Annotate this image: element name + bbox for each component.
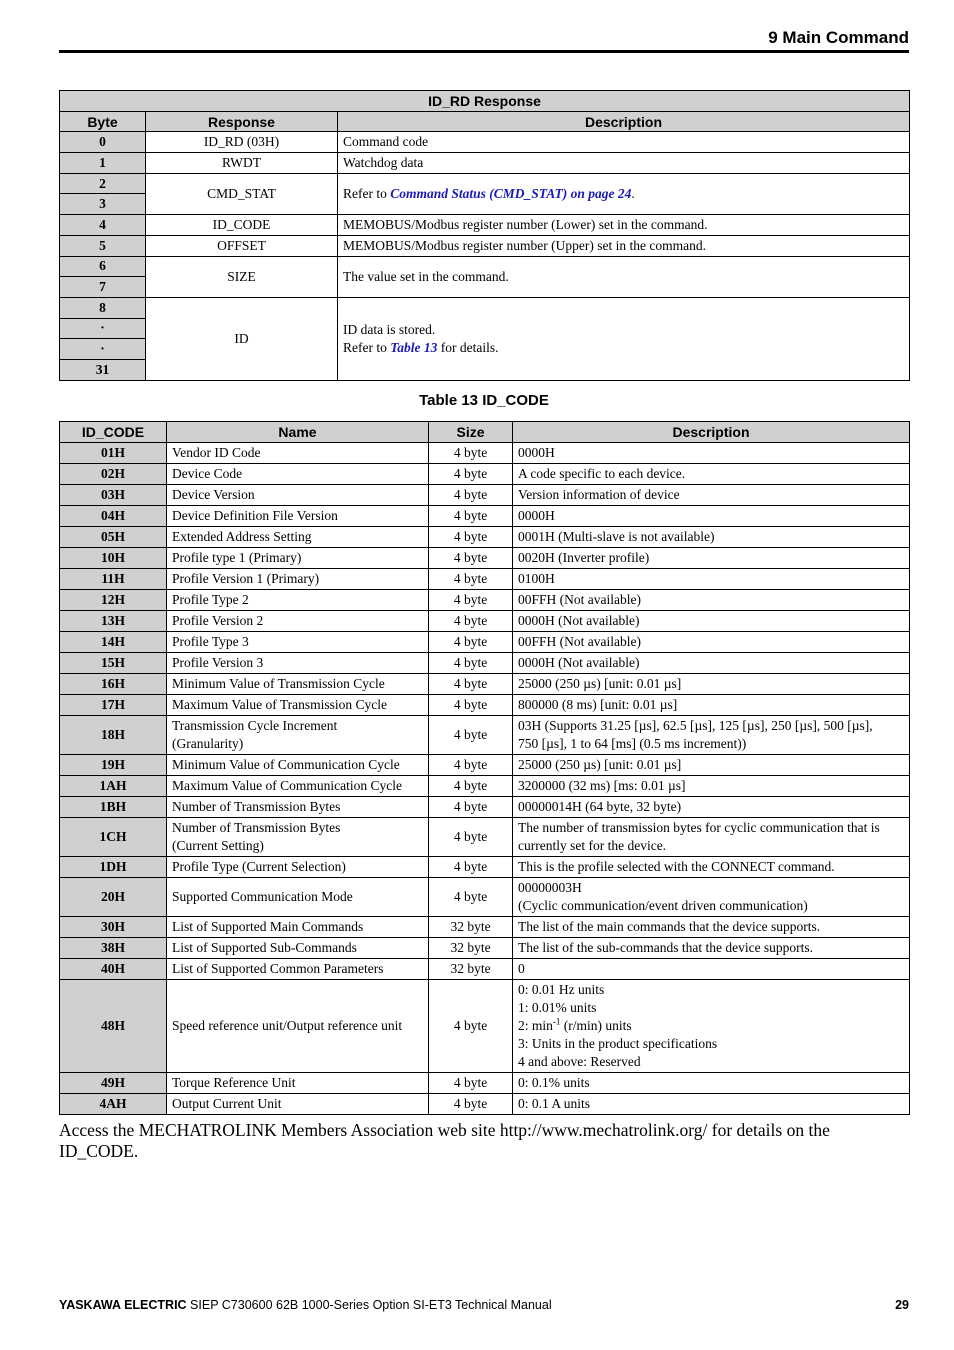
table-row: [60, 857, 910, 878]
byte-cell: 7: [60, 277, 146, 298]
column-header-description: Description: [513, 422, 910, 443]
size-cell: 4 byte: [429, 776, 513, 797]
id-code-cell: 49H: [60, 1073, 167, 1094]
description-cell: [513, 818, 910, 857]
name-cell: Speed reference unit/Output reference unit: [167, 980, 429, 1073]
byte-cell: 1: [60, 153, 146, 174]
description-cell: 0100H: [513, 569, 910, 590]
cell-line: Number of Transmission Bytes: [172, 820, 341, 835]
cell-line: 03H (Supports 31.25 [µs], 62.5 [µs], 125 [µs], 250 [µs], 500 [µs],: [518, 718, 873, 733]
description-cell: Command code: [338, 132, 910, 153]
size-cell: 4 byte: [429, 797, 513, 818]
table-row: [60, 611, 910, 632]
name-cell: Profile Type (Current Selection): [167, 857, 429, 878]
id-code-cell: 04H: [60, 506, 167, 527]
byte-cell: 6: [60, 256, 146, 277]
cell-line: The number of transmission bytes for cyclic communication that is: [518, 820, 880, 835]
table-row: [60, 776, 910, 797]
id-code-cell: 12H: [60, 590, 167, 611]
footer-brand: YASKAWA ELECTRIC: [59, 1298, 187, 1312]
table-row: [60, 797, 910, 818]
id-code-cell: 4AH: [60, 1094, 167, 1115]
byte-cell: 0: [60, 132, 146, 153]
id-code-cell: 03H: [60, 485, 167, 506]
id-code-cell: 01H: [60, 443, 167, 464]
size-cell: 4 byte: [429, 485, 513, 506]
size-cell: 4 byte: [429, 1073, 513, 1094]
description-cell: 0000H (Not available): [513, 611, 910, 632]
table-row: [60, 256, 910, 277]
description-cell: 0001H (Multi-slave is not available): [513, 527, 910, 548]
byte-cell: ·: [60, 339, 146, 360]
id-code-cell: 05H: [60, 527, 167, 548]
cell-line: (Cyclic communication/event driven communication): [518, 898, 808, 913]
column-header-response: Response: [146, 111, 338, 132]
id-code-cell: 10H: [60, 548, 167, 569]
table-row: [60, 1073, 910, 1094]
name-cell: Supported Communication Mode: [167, 878, 429, 917]
table-row: [60, 695, 910, 716]
size-cell: 4 byte: [429, 674, 513, 695]
description-cell: 3200000 (32 ms) [ms: 0.01 µs]: [513, 776, 910, 797]
footer-doc-title: SIEP C730600 62B 1000-Series Option SI-ET3 Technical Manual: [186, 1298, 552, 1312]
byte-cell: 31: [60, 359, 146, 380]
chapter-title: 9 Main Command: [768, 28, 909, 47]
table-row: [60, 917, 910, 938]
table-row: [60, 153, 910, 174]
size-cell: 4 byte: [429, 980, 513, 1073]
size-cell: 4 byte: [429, 716, 513, 755]
table-row: [60, 1094, 910, 1115]
description-cell: 0020H (Inverter profile): [513, 548, 910, 569]
description-cell: Version information of device: [513, 485, 910, 506]
description-line: [343, 339, 904, 357]
byte-cell: 5: [60, 235, 146, 256]
cell-line: 750 [µs], 1 to 64 [ms] (0.5 ms increment)): [518, 736, 747, 751]
size-cell: 4 byte: [429, 818, 513, 857]
name-cell: [167, 716, 429, 755]
superscript: -1: [552, 1016, 561, 1027]
description-cell: 800000 (8 ms) [unit: 0.01 µs]: [513, 695, 910, 716]
name-cell: Device Version: [167, 485, 429, 506]
name-cell: Profile Version 1 (Primary): [167, 569, 429, 590]
byte-cell: 3: [60, 194, 146, 215]
table-row: [60, 527, 910, 548]
description-cell: 25000 (250 µs) [unit: 0.01 µs]: [513, 674, 910, 695]
name-cell: Maximum Value of Communication Cycle: [167, 776, 429, 797]
cell-line: (Granularity): [172, 736, 244, 751]
cell-line: 0: 0.01 Hz units: [518, 982, 605, 997]
id-code-cell: 40H: [60, 959, 167, 980]
description-cell: 0: 0.1 A units: [513, 1094, 910, 1115]
table-row: [60, 443, 910, 464]
description-cell: Watchdog data: [338, 153, 910, 174]
size-cell: 32 byte: [429, 917, 513, 938]
size-cell: 4 byte: [429, 695, 513, 716]
size-cell: 4 byte: [429, 1094, 513, 1115]
id-rd-response-table: [59, 90, 910, 381]
table-row: [60, 959, 910, 980]
cell-line: 00000003H: [518, 880, 582, 895]
name-cell: Profile Type 2: [167, 590, 429, 611]
size-cell: 4 byte: [429, 653, 513, 674]
id-code-cell: 15H: [60, 653, 167, 674]
response-cell: ID_CODE: [146, 215, 338, 236]
description-cell: 0: 0.1% units: [513, 1073, 910, 1094]
id-code-cell: 20H: [60, 878, 167, 917]
table-13-link[interactable]: Table 13: [390, 339, 438, 355]
description-prefix: Refer to: [343, 185, 391, 201]
id-code-cell: 1AH: [60, 776, 167, 797]
name-cell: Profile type 1 (Primary): [167, 548, 429, 569]
id-code-cell: 19H: [60, 755, 167, 776]
description-cell: [513, 716, 910, 755]
table-row: [60, 569, 910, 590]
description-cell: The value set in the command.: [338, 256, 910, 297]
line-text: 2: min: [518, 1018, 553, 1033]
description-cell: [513, 878, 910, 917]
description-cell: 00FFH (Not available): [513, 590, 910, 611]
description-cell: MEMOBUS/Modbus register number (Lower) set in the command.: [338, 215, 910, 236]
cell-line: currently set for the device.: [518, 838, 667, 853]
id-code-cell: 14H: [60, 632, 167, 653]
description-suffix: for details.: [437, 339, 499, 355]
description-line: ID data is stored.: [343, 321, 436, 337]
table-row: [60, 653, 910, 674]
description-suffix: .: [631, 185, 635, 201]
table-title: ID_RD Response: [60, 91, 910, 112]
description-cell: 0000H (Not available): [513, 653, 910, 674]
table-row: [60, 674, 910, 695]
table-row: [60, 632, 910, 653]
name-cell: List of Supported Sub-Commands: [167, 938, 429, 959]
size-cell: 4 byte: [429, 755, 513, 776]
column-header-id-code: ID_CODE: [60, 422, 167, 443]
description-cell: A code specific to each device.: [513, 464, 910, 485]
size-cell: 4 byte: [429, 527, 513, 548]
table-row: [60, 980, 910, 1073]
name-cell: Maximum Value of Transmission Cycle: [167, 695, 429, 716]
name-cell: Minimum Value of Transmission Cycle: [167, 674, 429, 695]
description-cell: MEMOBUS/Modbus register number (Upper) set in the command.: [338, 235, 910, 256]
name-cell: List of Supported Main Commands: [167, 917, 429, 938]
table-row: [60, 590, 910, 611]
cell-line: (Current Setting): [172, 838, 264, 853]
name-cell: List of Supported Common Parameters: [167, 959, 429, 980]
line-text: (r/min) units: [560, 1018, 632, 1033]
table-caption: Table 13 ID_CODE: [419, 392, 549, 409]
size-cell: 4 byte: [429, 569, 513, 590]
table-row: [60, 716, 910, 755]
description-cell: The list of the sub-commands that the device supports.: [513, 938, 910, 959]
name-cell: Torque Reference Unit: [167, 1073, 429, 1094]
id-code-cell: 38H: [60, 938, 167, 959]
size-cell: 4 byte: [429, 443, 513, 464]
description-cell: 25000 (250 µs) [unit: 0.01 µs]: [513, 755, 910, 776]
size-cell: 4 byte: [429, 611, 513, 632]
name-cell: Extended Address Setting: [167, 527, 429, 548]
id-code-cell: 13H: [60, 611, 167, 632]
description-cell: [338, 297, 910, 380]
name-cell: Output Current Unit: [167, 1094, 429, 1115]
name-cell: Minimum Value of Communication Cycle: [167, 755, 429, 776]
description-cell: [513, 980, 910, 1073]
response-cell: ID_RD (03H): [146, 132, 338, 153]
page-footer: [59, 1298, 909, 1312]
id-code-table: [59, 421, 910, 1115]
table-row: [60, 506, 910, 527]
id-code-cell: 18H: [60, 716, 167, 755]
column-header-size: Size: [429, 422, 513, 443]
name-cell: Profile Version 3: [167, 653, 429, 674]
column-header-name: Name: [167, 422, 429, 443]
id-code-cell: 48H: [60, 980, 167, 1073]
size-cell: 4 byte: [429, 506, 513, 527]
description-cell: This is the profile selected with the CONNECT command.: [513, 857, 910, 878]
size-cell: 4 byte: [429, 857, 513, 878]
name-cell: Device Definition File Version: [167, 506, 429, 527]
column-header-description: Description: [338, 111, 910, 132]
byte-cell: 4: [60, 215, 146, 236]
id-code-cell: 30H: [60, 917, 167, 938]
description-cell: 0000H: [513, 506, 910, 527]
table-row: [60, 235, 910, 256]
id-code-cell: 1BH: [60, 797, 167, 818]
table-row: [60, 878, 910, 917]
id-code-cell: 02H: [60, 464, 167, 485]
name-cell: Device Code: [167, 464, 429, 485]
response-cell: CMD_STAT: [146, 173, 338, 214]
table-row: [60, 215, 910, 236]
response-cell: RWDT: [146, 153, 338, 174]
name-cell: [167, 818, 429, 857]
id-code-cell: 1DH: [60, 857, 167, 878]
cell-line: 4 and above: Reserved: [518, 1054, 641, 1069]
name-cell: Vendor ID Code: [167, 443, 429, 464]
table-row: [60, 755, 910, 776]
table-row: [60, 938, 910, 959]
table-row: [60, 485, 910, 506]
size-cell: 4 byte: [429, 632, 513, 653]
cmd-stat-link[interactable]: Command Status (CMD_STAT) on page 24: [390, 185, 632, 201]
size-cell: 4 byte: [429, 590, 513, 611]
cell-line: 3: Units in the product specifications: [518, 1036, 718, 1051]
id-code-cell: 1CH: [60, 818, 167, 857]
description-cell: [338, 173, 910, 214]
id-code-cell: 11H: [60, 569, 167, 590]
byte-cell: ·: [60, 318, 146, 339]
cell-line: [518, 1017, 904, 1035]
description-cell: 0: [513, 959, 910, 980]
description-cell: 00000014H (64 byte, 32 byte): [513, 797, 910, 818]
description-prefix: Refer to: [343, 339, 391, 355]
name-cell: Profile Version 2: [167, 611, 429, 632]
name-cell: Profile Type 3: [167, 632, 429, 653]
size-cell: 4 byte: [429, 548, 513, 569]
table-row: [60, 297, 910, 318]
description-cell: The list of the main commands that the device supports.: [513, 917, 910, 938]
byte-cell: 8: [60, 297, 146, 318]
size-cell: 4 byte: [429, 464, 513, 485]
table-row: [60, 464, 910, 485]
name-cell: Number of Transmission Bytes: [167, 797, 429, 818]
table-row: [60, 173, 910, 194]
size-cell: 32 byte: [429, 959, 513, 980]
size-cell: 32 byte: [429, 938, 513, 959]
note-paragraph: Access the MECHATROLINK Members Association web site http://www.mechatrolink.org/ for details on the ID_CODE.: [59, 1120, 830, 1161]
id-code-cell: 16H: [60, 674, 167, 695]
column-header-byte: Byte: [60, 111, 146, 132]
cell-line: 1: 0.01% units: [518, 1000, 597, 1015]
id-code-cell: 17H: [60, 695, 167, 716]
response-cell: ID: [146, 297, 338, 380]
response-cell: OFFSET: [146, 235, 338, 256]
response-cell: SIZE: [146, 256, 338, 297]
description-cell: 0000H: [513, 443, 910, 464]
page-number: 29: [895, 1298, 909, 1312]
cell-line: Transmission Cycle Increment: [172, 718, 338, 733]
table-row: [60, 548, 910, 569]
size-cell: 4 byte: [429, 878, 513, 917]
byte-cell: 2: [60, 173, 146, 194]
page-header: [59, 28, 909, 53]
table-row: [60, 818, 910, 857]
description-cell: 00FFH (Not available): [513, 632, 910, 653]
table-row: [60, 132, 910, 153]
